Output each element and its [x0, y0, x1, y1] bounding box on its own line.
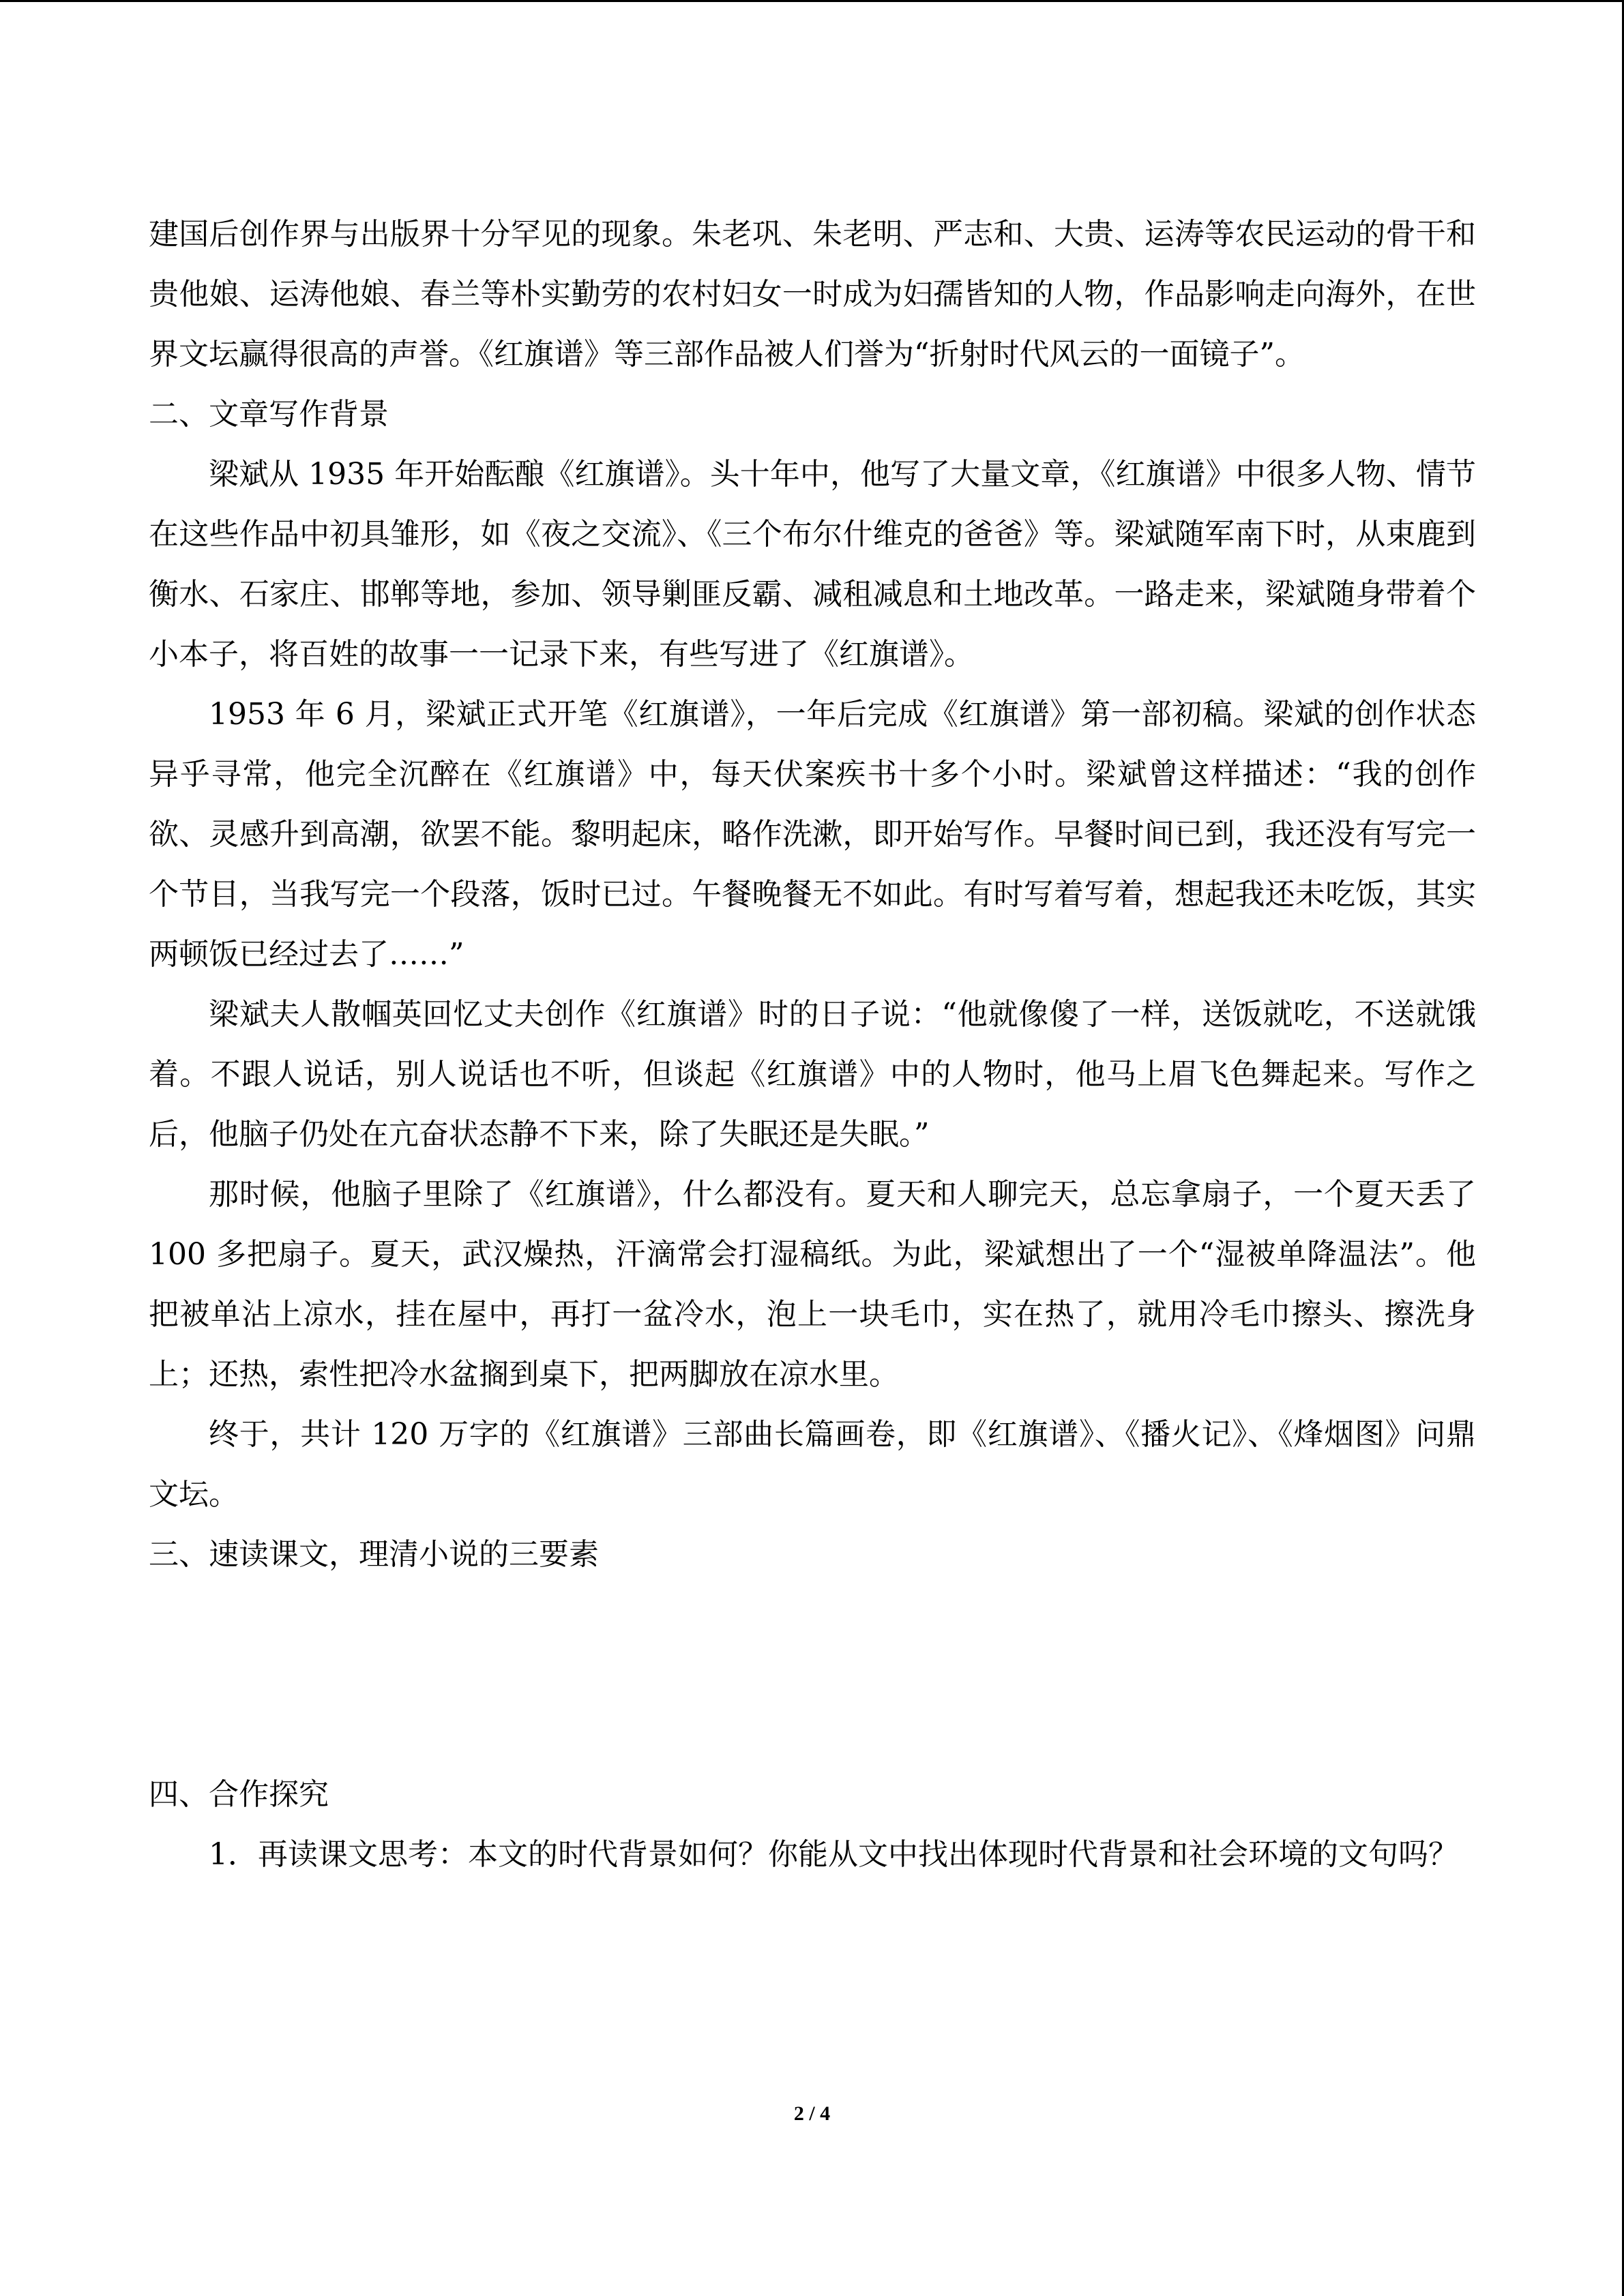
document-body	[149, 205, 1476, 1885]
continuation-paragraph: 建国后创作界与出版界十分罕见的现象。朱老巩、朱老明、严志和、大贵、运涛等农民运动的骨干和贵他娘、运涛他娘、春兰等朴实勤劳的农村妇女一时成为妇孺皆知的人物，作品影响走向海外，在世界文坛赢得很高的声誉。《红旗谱》等三部作品被人们誉为“折射时代风云的一面镜子”。	[149, 217, 1476, 372]
background-paragraph-4: 那时候，他脑子里除了《红旗谱》，什么都没有。夏天和人聊完天，总忘拿扇子，一个夏天丢了 100 多把扇子。夏天，武汉燥热，汗滴常会打湿稿纸。为此，梁斌想出了一个“湿被单降温法”。他把被单沾上凉水，挂在屋中，再打一盆冷水，泡上一块毛巾，实在热了，就用冷毛巾擦头、擦洗身上；还热，索性把冷水盆搁到桌下，把两脚放在凉水里。	[149, 1177, 1476, 1392]
section-heading-background: 二、文章写作背景	[149, 397, 389, 432]
section-heading-speed-reading: 三、速读课文，理清小说的三要素	[149, 1537, 599, 1572]
page-number: 2 / 4	[793, 2102, 831, 2125]
background-paragraph-3: 梁斌夫人散帼英回忆丈夫创作《红旗谱》时的日子说：“他就像傻了一样，送饭就吃，不送就饿着。不跟人说话，别人说话也不听，但谈起《红旗谱》中的人物时，他马上眉飞色舞起来。写作之后，他脑子仍处在亢奋状态静不下来，除了失眠还是失眠。”	[149, 997, 1476, 1152]
page-border-top	[0, 0, 1624, 2]
background-paragraph-2: 1953 年 6 月，梁斌正式开笔《红旗谱》，一年后完成《红旗谱》第一部初稿。梁斌的创作状态异乎寻常，他完全沉醉在《红旗谱》中，每天伏案疾书十多个小时。梁斌曾这样描述：“我的创作欲、灵感升到高潮，欲罢不能。黎明起床，略作洗漱，即开始写作。早餐时间已到，我还没有写完一个节目，当我写完一个段落，饭时已过。午餐晚餐无不如此。有时写着写着，想起我还未吃饭，其实两顿饭已经过去了……”	[149, 697, 1476, 972]
section-heading-cooperative-inquiry: 四、合作探究	[149, 1777, 329, 1812]
answer-space	[149, 1585, 1476, 1765]
background-paragraph-1: 梁斌从 1935 年开始酝酿《红旗谱》。头十年中，他写了大量文章，《红旗谱》中很多人物、情节在这些作品中初具雏形，如《夜之交流》、《三个布尔什维克的爸爸》等。梁斌随军南下时，从束鹿到衡水、石家庄、邯郸等地，参加、领导剿匪反霸、减租减息和土地改革。一路走来，梁斌随身带着个小本子，将百姓的故事一一记录下来，有些写进了《红旗谱》。	[149, 457, 1476, 672]
question-1: 1．再读课文思考：本文的时代背景如何？你能从文中找出体现时代背景和社会环境的文句吗？	[209, 1837, 1458, 1872]
background-paragraph-5: 终于，共计 120 万字的《红旗谱》三部曲长篇画卷，即《红旗谱》、《播火记》、《烽烟图》问鼎文坛。	[149, 1417, 1476, 1512]
